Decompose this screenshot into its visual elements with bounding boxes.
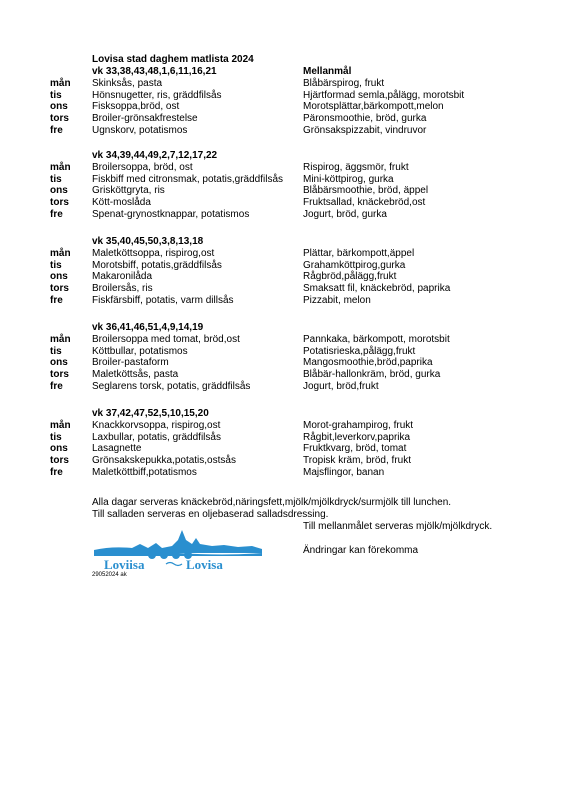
day-label: tors: [50, 455, 69, 467]
snack-item: Mangosmoothie,bröd,paprika: [303, 357, 433, 369]
week-header: [50, 150, 510, 162]
lunch-item: Fiskfärsbiff, potatis, varm dillsås: [92, 294, 234, 306]
day-label: tis: [50, 431, 62, 443]
lunch-item: Morotsbiff, potatis,gräddfilsås: [92, 259, 222, 271]
snack-item: Potatisrieska,pålägg,frukt: [303, 345, 416, 357]
loviisa-lovisa-logo: [92, 526, 264, 572]
snack-item: Jogurt, bröd, gurka: [303, 208, 387, 220]
note-snack: Till mellanmålet serveras mjölk/mjölkdryck.: [303, 521, 493, 532]
day-label: ons: [50, 271, 68, 283]
lunch-item: Seglarens torsk, potatis, gräddfilsås: [92, 380, 251, 392]
menu-row: [50, 185, 510, 197]
day-label: ons: [50, 101, 68, 113]
snack-item: Morotsplättar,bärkompott,melon: [303, 101, 444, 113]
week-label: vk 34,39,44,49,2,7,12,17,22: [92, 150, 218, 161]
week-header: [50, 66, 510, 78]
week-header: [50, 322, 510, 334]
snack-item: Majsflingor, banan: [303, 466, 385, 478]
menu-row: [50, 174, 510, 186]
menu-row: [50, 357, 510, 369]
snack-item: Grahamköttpirog,gurka: [303, 259, 406, 271]
lunch-item: Makaronilåda: [92, 271, 153, 283]
week-block: [50, 236, 510, 307]
note-changes: Ändringar kan förekomma: [303, 545, 419, 556]
lunch-item: Fisksoppa,bröd, ost: [92, 101, 180, 113]
day-label: tis: [50, 345, 62, 357]
lunch-item: Fiskbiff med citronsmak, potatis,gräddfilsås: [92, 173, 284, 185]
week-block: [50, 322, 510, 393]
day-label: mån: [50, 247, 71, 259]
lunch-item: Kött-moslåda: [92, 197, 151, 209]
snack-item: Jogurt, bröd,frukt: [303, 380, 379, 392]
snack-item: Rågbit,leverkorv,paprika: [303, 431, 411, 443]
week-label: vk 35,40,45,50,3,8,13,18: [92, 236, 204, 247]
snack-item: Grönsakspizzabit, vindruvor: [303, 124, 427, 136]
day-label: fre: [50, 380, 63, 392]
snack-item: Pizzabit, melon: [303, 294, 371, 306]
lunch-item: Broilersoppa, bröd, ost: [92, 161, 193, 173]
menu-row: [50, 113, 510, 125]
day-label: tors: [50, 283, 69, 295]
lunch-item: Köttbullar, potatismos: [92, 345, 188, 357]
snack-item: Päronsmoothie, bröd, gurka: [303, 113, 427, 125]
day-label: ons: [50, 357, 68, 369]
lunch-item: Ugnskorv, potatismos: [92, 124, 188, 136]
menu-row: [50, 346, 510, 358]
day-label: tors: [50, 369, 69, 381]
day-label: fre: [50, 466, 63, 478]
week-label: vk 36,41,46,51,4,9,14,19: [92, 322, 204, 333]
day-label: tors: [50, 197, 69, 209]
menu-row: [50, 432, 510, 444]
week-header: [50, 236, 510, 248]
snack-item: Plättar, bärkompott,äppel: [303, 247, 415, 259]
lunch-item: Spenat-grynostknappar, potatismos: [92, 208, 250, 220]
lunch-item: Broilersås, ris: [92, 283, 153, 295]
snack-column-header: Mellanmål: [303, 66, 352, 77]
snack-item: Morot-grahampirog, frukt: [303, 419, 414, 431]
lunch-item: Hönsnugetter, ris, gräddfilsås: [92, 89, 222, 101]
lunch-item: Maletköttsoppa, rispirog,ost: [92, 247, 215, 259]
snack-item: Pannkaka, bärkompott, morotsbit: [303, 333, 450, 345]
document-code: 29052024 ak: [92, 572, 127, 578]
day-label: fre: [50, 124, 63, 136]
day-label: tis: [50, 173, 62, 185]
menu-title: Lovisa stad daghem matlista 2024: [92, 54, 254, 65]
week-label: vk 37,42,47,52,5,10,15,20: [92, 408, 209, 419]
menu-row: [50, 101, 510, 113]
snack-item: Rispirog, äggsmör, frukt: [303, 161, 409, 173]
week-block: [50, 408, 510, 479]
snack-item: Mini-köttpirog, gurka: [303, 173, 394, 185]
snack-item: Blåbärspirog, frukt: [303, 77, 385, 89]
menu-row: [50, 248, 510, 260]
menu-row: [50, 90, 510, 102]
snack-item: Fruktsallad, knäckebröd,ost: [303, 197, 426, 209]
day-label: fre: [50, 208, 63, 220]
menu-row: [50, 260, 510, 272]
lunch-item: Maletköttsås, pasta: [92, 369, 179, 381]
menu-row: [50, 295, 510, 307]
notes-block: [92, 497, 451, 521]
week-label: vk 33,38,43,48,1,6,11,16,21: [92, 66, 217, 77]
week-block: [50, 66, 510, 137]
menu-row: [50, 78, 510, 90]
logo-text-sv: Lovisa: [186, 557, 223, 572]
day-label: fre: [50, 294, 63, 306]
week-block: [50, 150, 510, 221]
snack-item: Rågbröd,pålägg,frukt: [303, 271, 397, 283]
snack-item: Smaksatt fil, knäckebröd, paprika: [303, 283, 451, 295]
note-lunch: Alla dagar serveras knäckebröd,näringsfett,mjölk/mjölkdryck/surmjölk till lunchen.: [92, 497, 452, 508]
lunch-item: Maletköttbiff,potatismos: [92, 466, 197, 478]
lunch-item: Broilersoppa med tomat, bröd,ost: [92, 333, 240, 345]
menu-row: [50, 381, 510, 393]
snack-item: Blåbärsmoothie, bröd, äppel: [303, 185, 429, 197]
menu-row: [50, 369, 510, 381]
note-salad: Till salladen serveras en oljebaserad salladsdressing.: [92, 509, 329, 520]
lunch-item: Broiler-grönsakfrestelse: [92, 113, 198, 125]
snack-item: Tropisk kräm, bröd, frukt: [303, 455, 411, 467]
day-label: tors: [50, 113, 69, 125]
lunch-item: Lasagnette: [92, 443, 142, 455]
snack-item: Fruktkvarg, bröd, tomat: [303, 443, 407, 455]
menu-row: [50, 283, 510, 295]
lunch-item: Grönsakskepukka,potatis,ostsås: [92, 455, 236, 467]
day-label: mån: [50, 419, 71, 431]
lunch-item: Knackkorvsoppa, rispirog,ost: [92, 419, 221, 431]
lunch-item: Skinksås, pasta: [92, 77, 163, 89]
lunch-item: Broiler-pastaform: [92, 357, 169, 369]
menu-row: [50, 125, 510, 137]
menu-row: [50, 209, 510, 221]
day-label: mån: [50, 77, 71, 89]
snack-item: Hjärtformad semla,pålägg, morotsbit: [303, 89, 465, 101]
day-label: ons: [50, 443, 68, 455]
day-label: mån: [50, 161, 71, 173]
day-label: ons: [50, 185, 68, 197]
day-label: tis: [50, 259, 62, 271]
menu-row: [50, 162, 510, 174]
menu-row: [50, 271, 510, 283]
snack-item: Blåbär-hallonkräm, bröd, gurka: [303, 369, 441, 381]
menu-row: [50, 197, 510, 209]
lunch-item: Grisköttgryta, ris: [92, 185, 165, 197]
menu-row: [50, 467, 510, 479]
day-label: mån: [50, 333, 71, 345]
logo-text-fi: Loviisa: [104, 557, 145, 572]
menu-row: [50, 334, 510, 346]
menu-row: [50, 420, 510, 432]
menu-row: [50, 443, 510, 455]
day-label: tis: [50, 89, 62, 101]
week-header: [50, 408, 510, 420]
lunch-item: Laxbullar, potatis, gräddfilsås: [92, 431, 221, 443]
menu-row: [50, 455, 510, 467]
